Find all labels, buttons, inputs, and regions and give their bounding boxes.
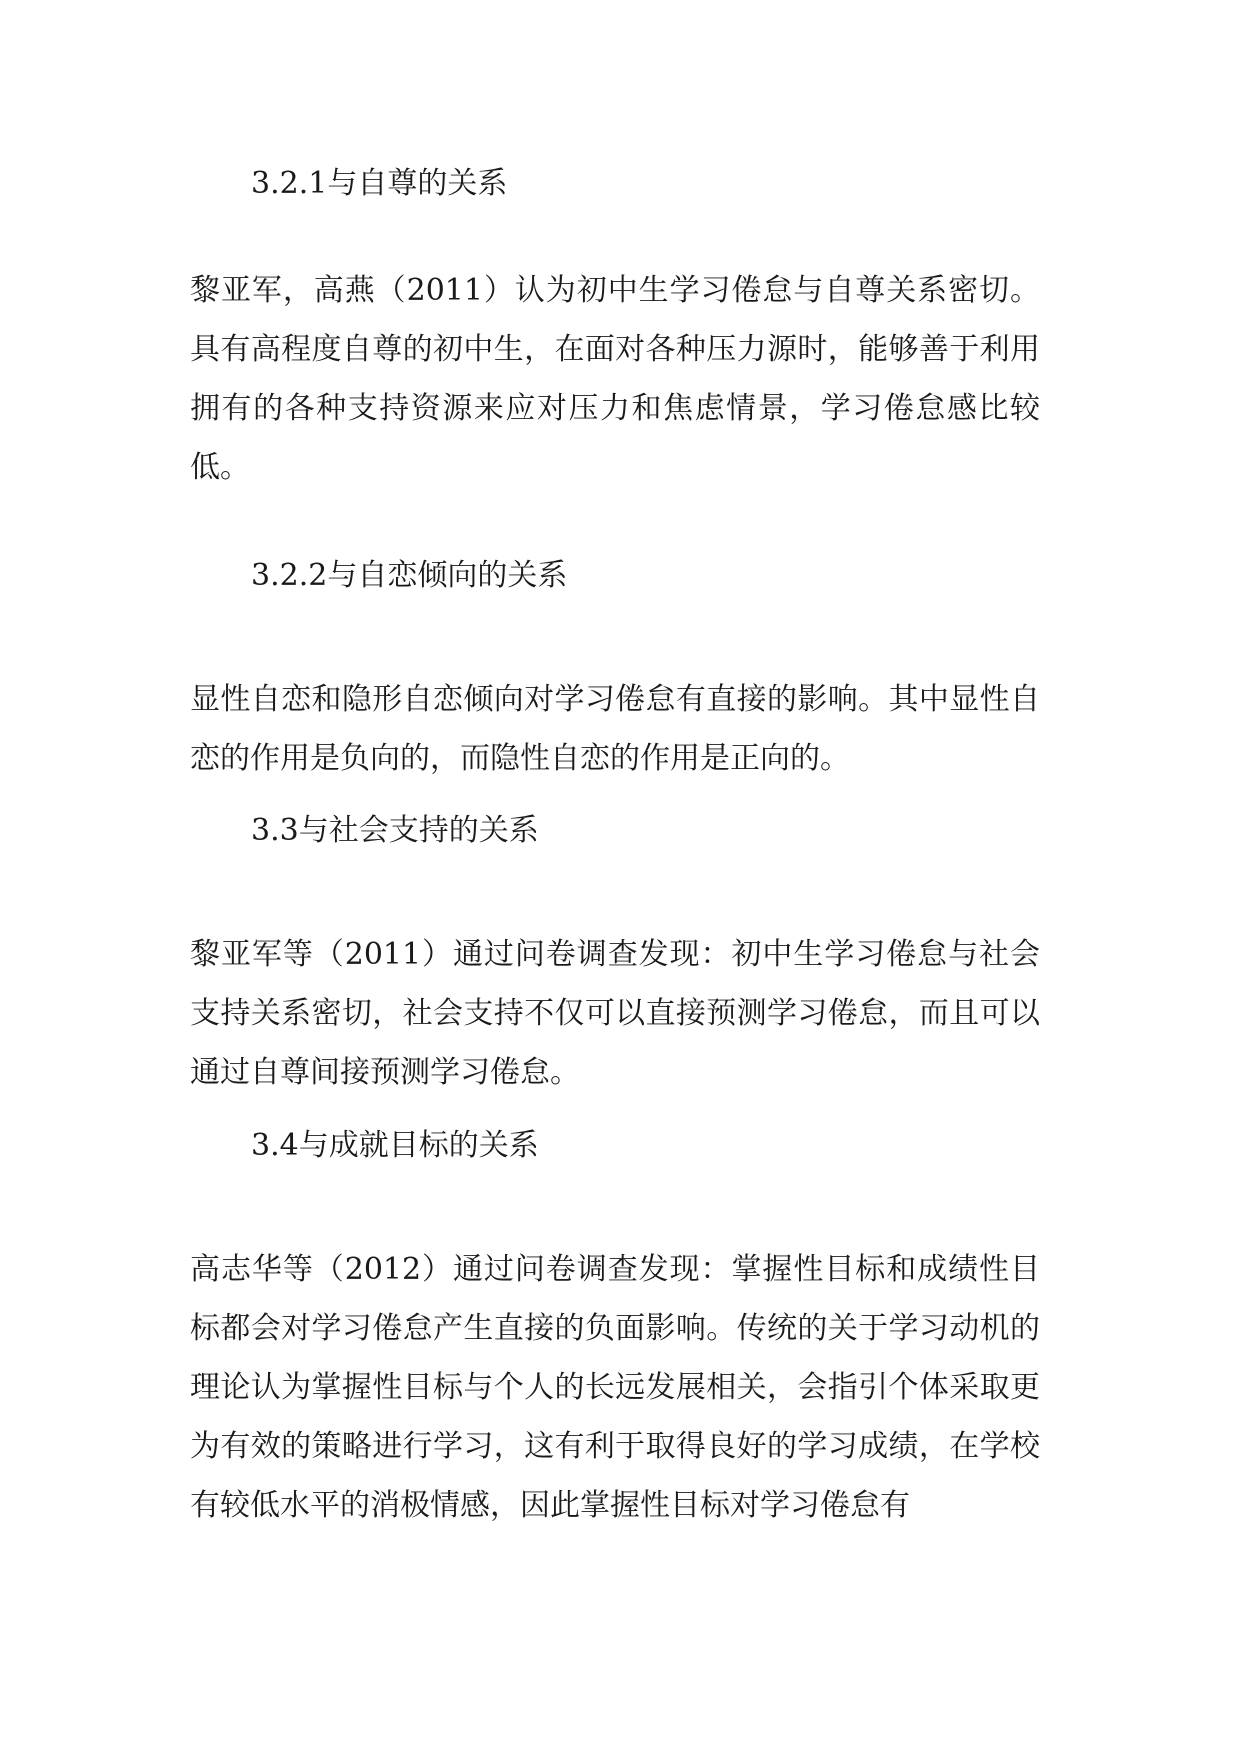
section-paragraph-3-3: 黎亚军等（2011）通过问卷调查发现：初中生学习倦怠与社会支持关系密切，社会支持不仅可以直接预测学习倦怠，而且可以通过自尊间接预测学习倦怠。 — [190, 937, 1040, 1090]
section-paragraph-3-4: 高志华等（2012）通过问卷调查发现：掌握性目标和成绩性目标都会对学习倦怠产生直接的负面影响。传统的关于学习动机的理论认为掌握性目标与个人的长远发展相关，会指引个体采取更为有效的策略进行学习，这有利于取得良好的学习成绩，在学校有较低水平的消极情感，因此掌握性目标对学习倦怠有 — [190, 1252, 1040, 1523]
section-heading-3-4: 3.4与成就目标的关系 — [251, 1128, 539, 1163]
section-paragraph-3-2-1: 黎亚军，高燕（2011）认为初中生学习倦怠与自尊关系密切。具有高程度自尊的初中生，在面对各种压力源时，能够善于利用拥有的各种支持资源来应对压力和焦虑情景，学习倦怠感比较低。 — [190, 273, 1040, 485]
section-paragraph-3-2-2: 显性自恋和隐形自恋倾向对学习倦怠有直接的影响。其中显性自恋的作用是负向的，而隐性自恋的作用是正向的。 — [190, 682, 1040, 776]
section-heading-3-2-1: 3.2.1与自尊的关系 — [251, 166, 508, 201]
section-heading-3-2-2: 3.2.2与自恋倾向的关系 — [251, 558, 568, 593]
section-heading-3-3: 3.3与社会支持的关系 — [251, 813, 539, 848]
